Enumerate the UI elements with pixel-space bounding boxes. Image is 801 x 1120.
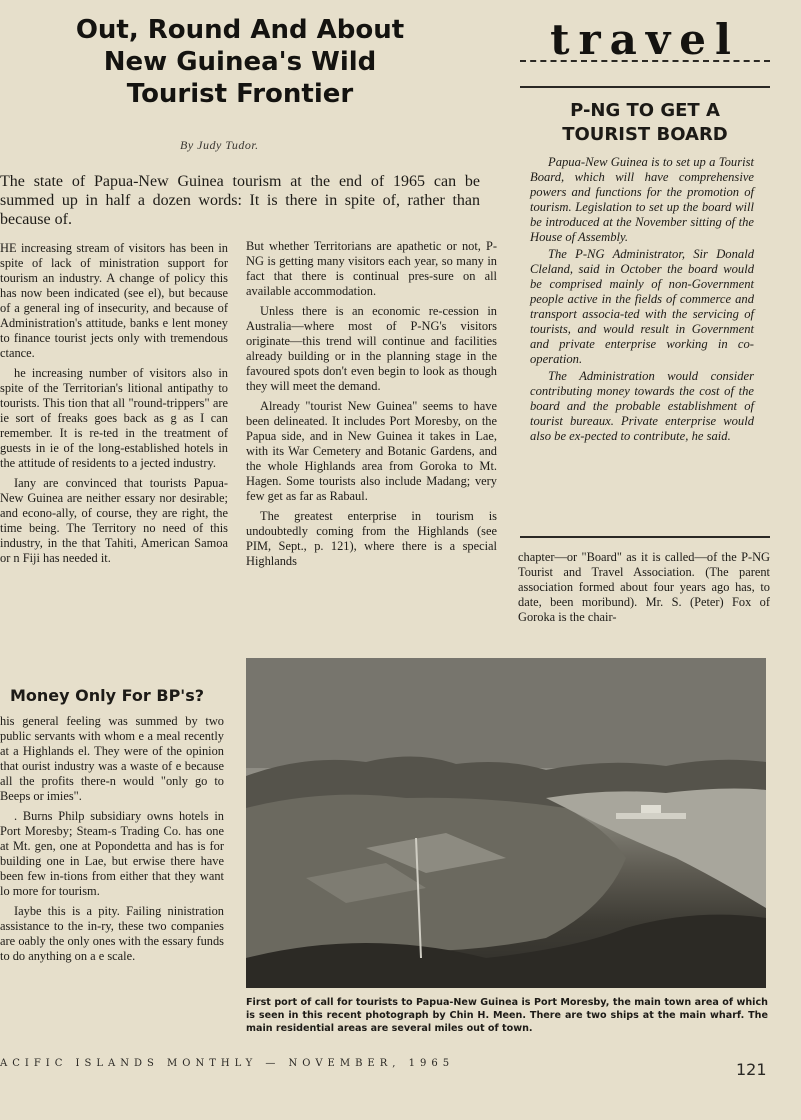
byline: By Judy Tudor. <box>180 138 259 152</box>
col1-paragraph-1: HE increasing stream of visitors has been in spite of lack of ministration support for tourism an industry. A change of policy this has now been indicated (see el), but because of a general ing of insecurity, and because of Administration's attitude, banks e lent money to finance tourist jects only with tremendous ctance. <box>0 241 228 360</box>
headline-line-3: Tourist Frontier <box>126 79 354 109</box>
photo-illustration <box>246 658 766 988</box>
col1-paragraph-3: Iany are convinced that tourists Papua-New Guinea are neither essary nor desirable; and econo-ally, of course, they are right, the time being. The Territory no need of this industry, in the that Tahiti, American Samoa or n Fiji has needed it. <box>0 476 228 565</box>
lede-paragraph: The state of Papua-New Guinea tourism at the end of 1965 can be summed up in half a dozen words: It is there in spite of, rather than because of. <box>0 173 480 228</box>
sidebar-body <box>530 155 754 446</box>
running-footer: ACIFIC ISLANDS MONTHLY — NOVEMBER, 1965 <box>0 1058 455 1069</box>
port-moresby-photo <box>246 658 766 988</box>
column-3 <box>518 550 770 630</box>
article-headline <box>30 14 450 110</box>
sidebar-paragraph-1: Papua-New Guinea is to set up a Tourist Board, which will have comprehensive powers and functions for the promotion of tourism. Legislation to set up the board will be introduced at the November sitting of the House of Assembly. <box>530 155 754 244</box>
page-number: 121 <box>736 1060 767 1079</box>
headline-line-2: New Guinea's Wild <box>103 47 377 77</box>
photo-caption: First port of call for tourists to Papua-New Guinea is Port Moresby, the main town area of which is seen in this recent photograph by Chin H. Meen. There are two ships at the main wharf. The main residential areas are several miles out of town. <box>246 997 768 1034</box>
sidebar-headline-line-2: TOURIST BOARD <box>562 124 728 145</box>
column-1 <box>0 241 228 571</box>
sidebar-headline-line-1: P-NG TO GET A <box>570 100 720 121</box>
col1b-paragraph-3: Iaybe this is a pity. Failing ninistration assistance to the in-ry, these two companies are oably the only ones with the essary funds to do anything on a e scale. <box>0 904 224 963</box>
column-2 <box>246 239 497 574</box>
subheading: Money Only For BP's? <box>10 686 204 705</box>
col1-paragraph-2: he increasing number of visitors also in spite of the Territorian's litional antipathy to tourists. This tion that all "round-trippers" are ie sort of freaks goes back as g as I can remember. It is re-ted in the treatment of guests in ie of the long-established hotels in the attitude of residents to a jected industry. <box>0 366 228 470</box>
sidebar-paragraph-2: The P-NG Administrator, Sir Donald Cleland, said in October the board would be comprised mainly of non-Government people active in the fields of commerce and transport associa-ted with the servicing of tourists, and would result in Government and private enterprise working in co-operation. <box>530 247 754 366</box>
headline-line-1: Out, Round And About <box>75 15 405 45</box>
col2-paragraph-1: But whether Territorians are apathetic or not, P-NG is getting many visitors each year, so many in fact that there is continual pres-sure on all available accommodation. <box>246 239 497 298</box>
col1b-paragraph-1: his general feeling was summed by two public servants with whom e a meal recently at a Highlands el. They were of the opinion that ourist industry was a waste of e because all the profits there-n would "only go to Beeps or imies". <box>0 714 224 803</box>
col2-paragraph-3: Already "tourist New Guinea" seems to have been delineated. It includes Port Moresby, on the Papua side, and in New Guinea it takes in Lae, with its War Cemetery and Botanic Gardens, and the whole Highlands area from Goroka to Mt. Hagen. Some tourists also include Madang; very few get as far as Rabaul. <box>246 399 497 503</box>
section-title: travel <box>550 15 740 64</box>
sidebar-top-rule <box>520 86 770 88</box>
col3-paragraph: chapter—or "Board" as it is called—of the P-NG Tourist and Travel Association. (The parent association formed about four years ago has, to date, been moribund). Mr. S. (Peter) Fox of Goroka is the chair- <box>518 550 770 624</box>
col1b-paragraph-2: . Burns Philp subsidiary owns hotels in Port Moresby; Steam-s Trading Co. has one at Mt. gen, one at Popondetta and has is for building one in Lae, but erwise there have been few in-tions from either that they want lo more for tourism. <box>0 809 224 898</box>
col2-paragraph-2: Unless there is an economic re-cession in Australia—where most of P-NG's visitors originate—this trend will continue and facilities already building or in the planning stage in the favoured spots don't even begin to look as though they will meet the demand. <box>246 304 497 393</box>
sidebar-paragraph-3: The Administration would consider contributing money towards the cost of the board and the probable establishment of tourist bureaux. Private enterprise would also be ex-pected to contribute, he said. <box>530 369 754 443</box>
sidebar-bottom-rule <box>520 536 770 538</box>
sidebar-headline <box>520 99 770 147</box>
dashed-rule <box>520 60 770 62</box>
col2-paragraph-4: The greatest enterprise in tourism is undoubtedly coming from the Highlands (see PIM, Sept., p. 121), where there is a special Highlands <box>246 509 497 568</box>
column-1-lower <box>0 714 224 969</box>
